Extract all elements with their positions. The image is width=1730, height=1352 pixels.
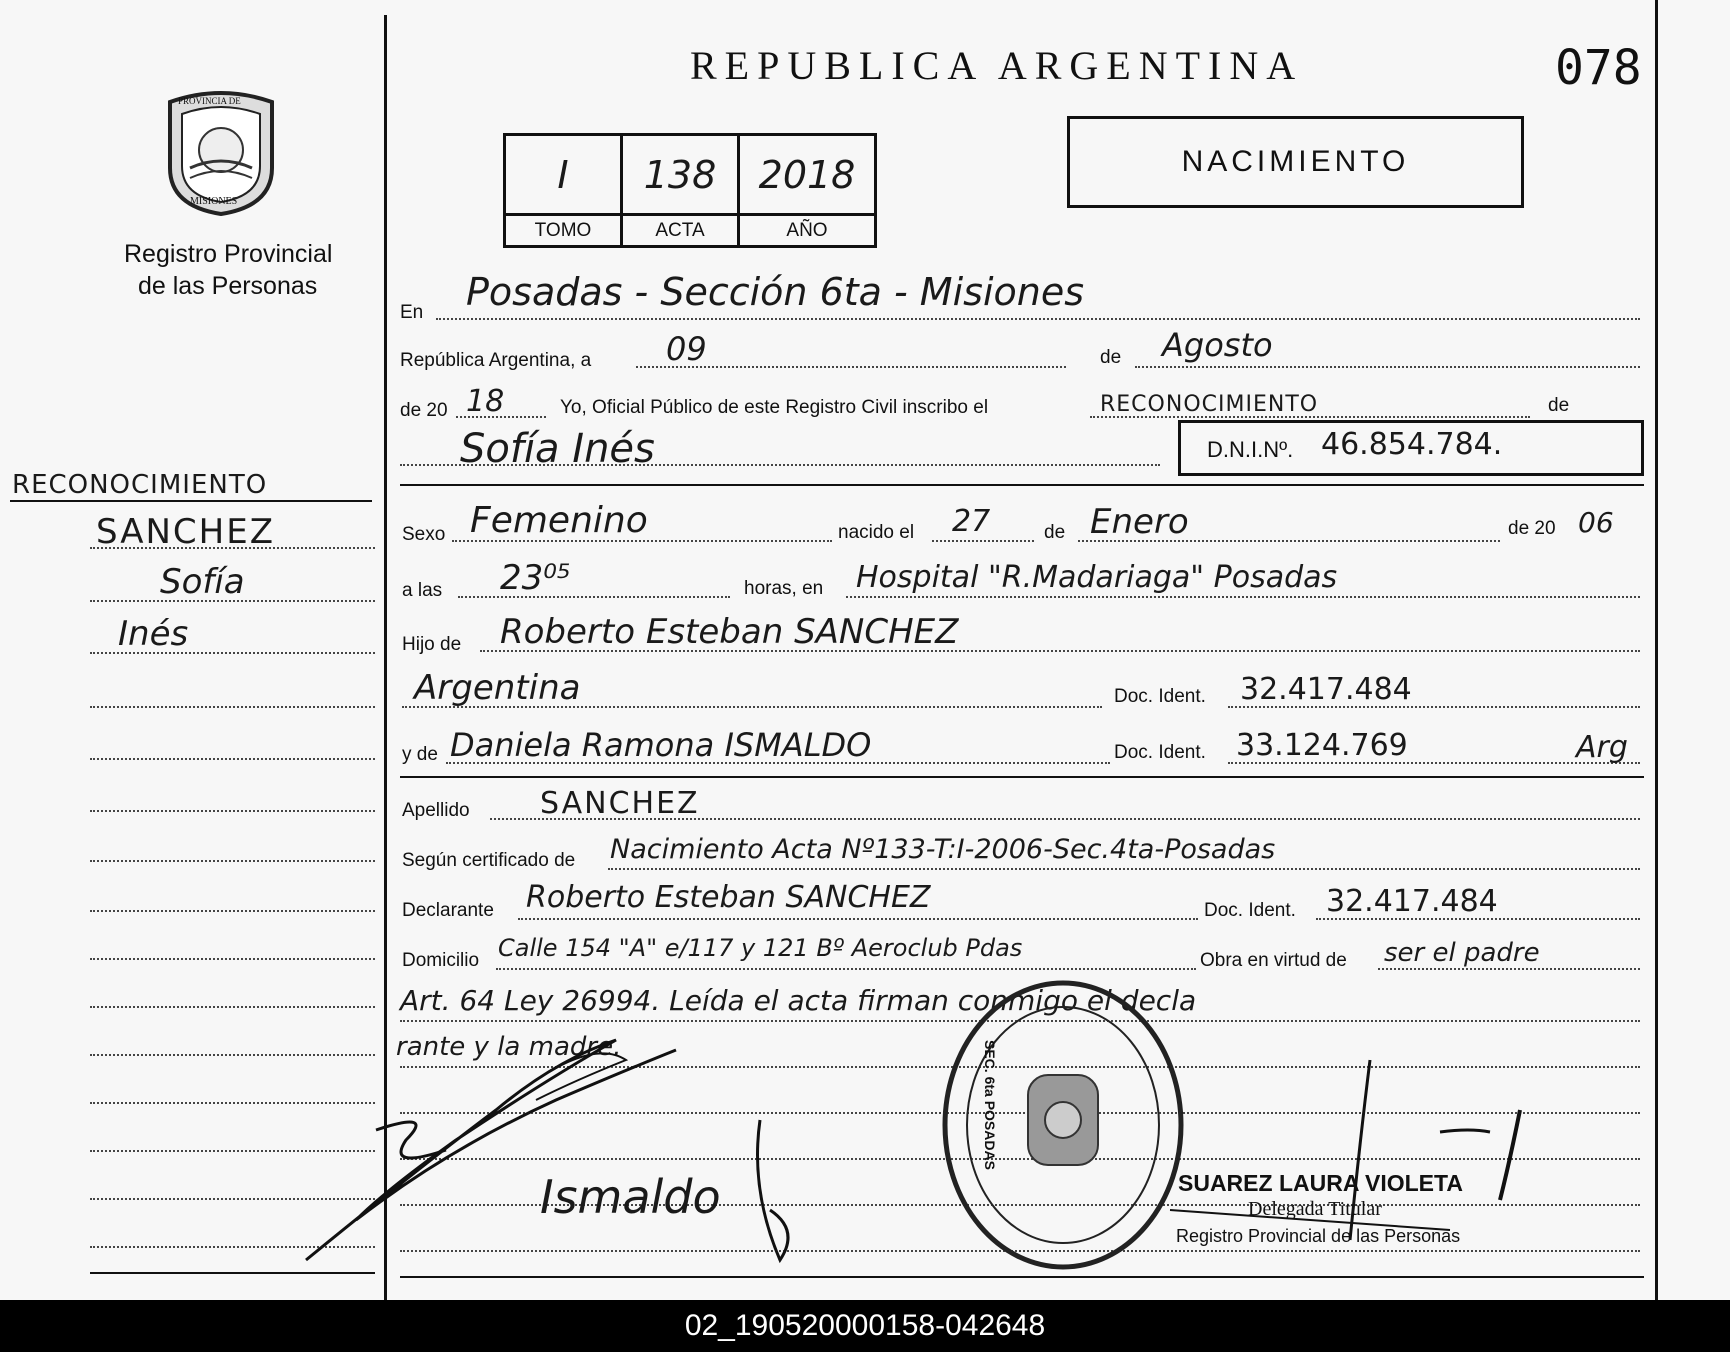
official-role: Delegada Titular [1248, 1198, 1382, 1220]
field-hora: 23⁰⁵ [500, 558, 571, 598]
field-obra: ser el padre [1384, 938, 1540, 968]
line-lugar-nac [846, 596, 1640, 598]
field-dia-nac: 27 [952, 504, 991, 539]
margin-note: RECONOCIMIENTO [12, 470, 268, 500]
acta-label: ACTA [623, 216, 740, 245]
line-declarante [518, 918, 1198, 920]
footer-id: 02_190520000158-042648 [0, 1300, 1730, 1352]
margin-line [90, 758, 375, 760]
label-de20-nac: de 20 [1508, 518, 1556, 539]
label-nacido: nacido el [838, 522, 915, 543]
mother-signature-flourish-icon [740, 1110, 840, 1270]
label-yo: Yo, Oficial Público de este Registro Civil inscribo el [560, 397, 989, 418]
document-title: REPUBLICA ARGENTINA [690, 43, 1304, 88]
line-dia-nac [932, 540, 1034, 542]
document-number: 078 [1555, 40, 1642, 96]
field-texto1: Art. 64 Ley 26994. Leída el acta firman conmigo el decla [400, 984, 1197, 1017]
line-hora [458, 596, 730, 598]
margin-line [90, 860, 375, 862]
label-sexo: Sexo [402, 524, 446, 545]
field-doc-padre: 32.417.484 [1240, 672, 1412, 707]
field-certificado: Nacimiento Acta Nº133-T:I-2006-Sec.4ta-Posadas [610, 834, 1276, 865]
official-office: Registro Provincial de las Personas [1176, 1226, 1461, 1246]
section-rule-top [400, 484, 1644, 486]
field-sexo: Femenino [470, 500, 648, 541]
field-doc-madre: 33.124.769 [1236, 728, 1408, 763]
field-nac-madre: Arg [1576, 730, 1628, 765]
dni-box [1178, 420, 1644, 476]
stamp-inner-text: SEC. 6ta POSADAS [982, 1040, 998, 1170]
field-doc-declarante: 32.417.484 [1326, 884, 1498, 919]
label-de: de [1100, 347, 1122, 368]
mother-signature: Ismaldo [540, 1170, 721, 1224]
field-lugar: Posadas - Sección 6ta - Misiones [466, 270, 1085, 314]
label-apellido: Apellido [402, 800, 470, 821]
section-rule-mid [400, 776, 1644, 778]
line-en [436, 318, 1640, 320]
record-type: NACIMIENTO [1181, 145, 1410, 178]
label-de-acto: de [1548, 395, 1570, 416]
field-mes-nac: Enero [1090, 502, 1189, 542]
record-reference-table [503, 133, 877, 248]
label-hijo: Hijo de [402, 634, 462, 655]
registry-line1: Registro Provincial [124, 240, 333, 268]
tomo-label: TOMO [506, 216, 623, 245]
label-doc2: Doc. Ident. [1114, 742, 1206, 763]
tomo-value: I [506, 136, 623, 216]
right-border-rule [1655, 0, 1658, 1300]
line-mes [1135, 366, 1640, 368]
label-republica: República Argentina, a [400, 350, 592, 371]
field-anio-inscripcion: 18 [466, 384, 505, 419]
label-doc1: Doc. Ident. [1114, 686, 1206, 707]
seal-top-text: PROVINCIA DE [178, 96, 241, 106]
field-dni: 46.854.784. [1321, 427, 1503, 462]
margin-line [90, 958, 375, 960]
anio-label: AÑO [786, 219, 828, 241]
margin-name1: Sofía [160, 562, 245, 602]
field-nombre: Sofía Inés [460, 426, 655, 472]
field-lugar-nac: Hospital "R.Madariaga" Posadas [856, 560, 1338, 595]
field-madre: Daniela Ramona ISMALDO [450, 726, 872, 764]
acta-value: 138 [623, 136, 740, 216]
label-declarante: Declarante [402, 900, 494, 921]
label-horas: horas, en [744, 578, 824, 599]
margin-line [90, 600, 375, 602]
field-texto2: rante y la madre. [396, 1032, 622, 1062]
field-anio-nac: 06 [1578, 506, 1614, 539]
margin-line [90, 547, 375, 549]
field-mes: Agosto [1162, 326, 1273, 364]
label-domicilio: Domicilio [402, 950, 480, 971]
label-de-nac: de [1044, 522, 1066, 543]
margin-line [90, 706, 375, 708]
seal-bottom-text: MISIONES [190, 196, 238, 207]
label-en: En [400, 302, 424, 323]
label-yde: y de [402, 744, 438, 765]
label-de20: de 20 [400, 400, 448, 421]
label-segun: Según certificado de [402, 850, 576, 871]
margin-name2: Inés [118, 614, 189, 654]
margin-line [90, 1006, 375, 1008]
registry-line2: de las Personas [138, 272, 318, 300]
anio-value: 2018 [740, 136, 874, 216]
field-acto: RECONOCIMIENTO [1100, 392, 1319, 417]
margin-line [90, 652, 375, 654]
margin-surname: SANCHEZ [96, 512, 275, 552]
line-obra [1378, 968, 1640, 970]
field-domicilio: Calle 154 "A" e/117 y 121 Bº Aeroclub Pdas [498, 934, 1023, 962]
field-nacionalidad: Argentina [414, 668, 581, 708]
field-apellido: SANCHEZ [540, 786, 700, 821]
label-doc3: Doc. Ident. [1204, 900, 1296, 921]
margin-line [90, 910, 375, 912]
line-certificado [608, 868, 1640, 870]
field-declarante: Roberto Esteban SANCHEZ [526, 880, 931, 915]
official-name: SUAREZ LAURA VIOLETA [1178, 1170, 1463, 1196]
margin-line [90, 810, 375, 812]
label-alas: a las [402, 580, 443, 601]
record-type-box [1067, 116, 1524, 208]
margin-note-line [10, 500, 372, 502]
label-dni: D.N.I.Nº. [1207, 437, 1294, 462]
label-obra: Obra en virtud de [1200, 950, 1347, 971]
field-padre: Roberto Esteban SANCHEZ [500, 612, 959, 652]
line-domicilio [496, 968, 1196, 970]
field-dia: 09 [666, 330, 707, 368]
